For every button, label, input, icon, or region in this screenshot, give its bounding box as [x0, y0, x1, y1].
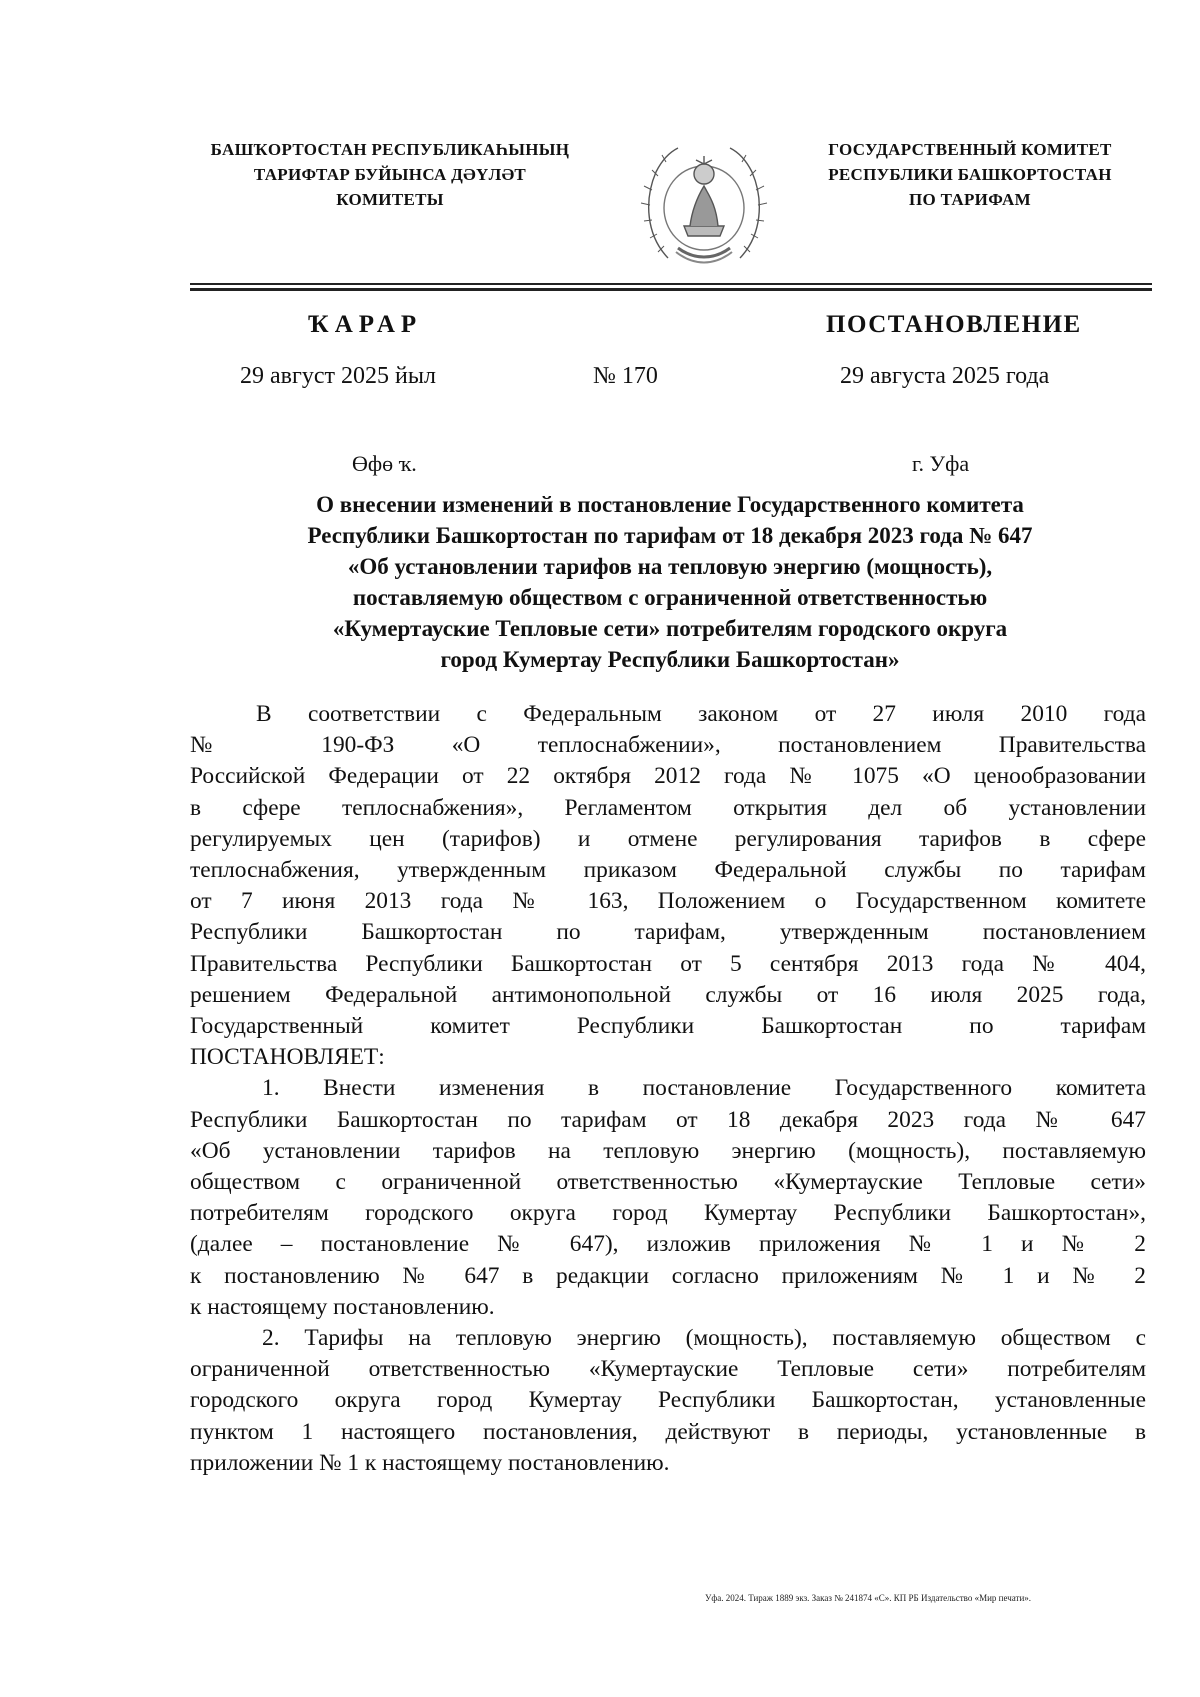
document-title-line: город Кумертау Республики Башкортостан» [440, 647, 900, 672]
header-left-line-3: КОМИТЕТЫ [336, 190, 444, 209]
body-line: ограниченной ответственностью «Кумертауские Тепловые сети» потребителям [190, 1356, 1146, 1383]
header-left-line-1: БАШҠОРТОСТАН РЕСПУБЛИКАҺЫНЫҢ [210, 140, 570, 159]
body-line: «Об установлении тарифов на тепловую энергию (мощность), поставляемую [190, 1137, 1146, 1164]
decree-title-bashkir: ҠАРАР [308, 311, 423, 338]
clause-2-paragraph [190, 1323, 1146, 1479]
body-line: Республики Башкортостан по тарифам от 18 декабря 2023 года № 647 [190, 1106, 1146, 1133]
body-line: пунктом 1 настоящего постановления, действуют в периоды, установленные в [190, 1418, 1146, 1445]
body-line: регулируемых цен (тарифов) и отмене регулирования тарифов в сфере [190, 825, 1146, 852]
print-imprint: Уфа. 2024. Тираж 1889 экз. Заказ № 241874 «С». КП РБ Издательство «Мир печати». [705, 1593, 1032, 1603]
header-right-line-3: ПО ТАРИФАМ [909, 190, 1031, 209]
document-title-line: О внесении изменений в постановление Государственного комитета [316, 492, 1024, 517]
body-line: 1. Внести изменения в постановление Государственного комитета [262, 1075, 1146, 1102]
body-line: городского округа город Кумертау Республики Башкортостан, установленные [190, 1387, 1146, 1414]
body-line: теплоснабжения, утвержденным приказом Федеральной службы по тарифам [190, 857, 1146, 884]
decree-date-russian: 29 августа 2025 года [840, 363, 1050, 389]
document-title-line: «Об установлении тарифов на тепловую энергию (мощность), [347, 554, 993, 579]
document-title [190, 489, 1150, 675]
decree-title-russian: ПОСТАНОВЛЕНИЕ [826, 311, 1082, 338]
decree-date-bashkir: 29 август 2025 йыл [240, 363, 436, 389]
document-body [190, 699, 1146, 1479]
header-right-russian [790, 137, 1150, 212]
decree-number: № 170 [593, 363, 658, 389]
body-line: приложении № 1 к настоящему постановлению. [190, 1449, 670, 1476]
body-line: обществом с ограниченной ответственностью «Кумертауские Тепловые сети» [190, 1169, 1146, 1196]
document-title-line: поставляемую обществом с ограниченной ответственностью [352, 585, 988, 610]
document-title-line: Республики Башкортостан по тарифам от 18 декабря 2023 года № 647 [307, 523, 1033, 548]
city-russian: г. Уфа [912, 451, 970, 476]
body-line: к настоящему постановлению. [190, 1293, 495, 1320]
body-line: в сфере теплоснабжения», Регламентом открытия дел об установлении [190, 794, 1146, 821]
city-bashkir: Өфө ҡ. [352, 451, 417, 476]
bashkortostan-coat-of-arms-icon [638, 130, 770, 278]
document-title-line: «Кумертауские Тепловые сети» потребителям городского округа [332, 616, 1008, 641]
header-right-line-1: ГОСУДАРСТВЕННЫЙ КОМИТЕТ [828, 140, 1112, 159]
body-line: 2. Тарифы на тепловую энергию (мощность), поставляемую обществом с [262, 1325, 1146, 1352]
body-line: Правительства Республики Башкортостан от 5 сентября 2013 года № 404, [190, 950, 1146, 977]
header-divider-thin [190, 283, 1152, 285]
header-left-bashkir [180, 137, 600, 212]
header-left-line-2: ТАРИФТАР БУЙЫНСА ДӘҮЛӘТ [253, 165, 527, 184]
clause-1-paragraph [190, 1073, 1146, 1323]
body-line: № 190-ФЗ «О теплоснабжении», постановлением Правительства [190, 732, 1146, 759]
body-line: от 7 июня 2013 года № 163, Положением о Государственном комитете [190, 888, 1146, 915]
body-line: Республики Башкортостан по тарифам, утвержденным постановлением [190, 919, 1146, 946]
header-right-line-2: РЕСПУБЛИКИ БАШКОРТОСТАН [828, 165, 1112, 184]
body-line: решением Федеральной антимонопольной службы от 16 июля 2025 года, [190, 981, 1146, 1008]
body-line: (далее – постановление № 647), изложив приложения № 1 и № 2 [190, 1231, 1146, 1258]
header-divider-thick [190, 288, 1152, 291]
body-line: к постановлению № 647 в редакции согласно приложениям № 1 и № 2 [190, 1262, 1146, 1289]
body-line: Российской Федерации от 22 октября 2012 года № 1075 «О ценообразовании [190, 763, 1146, 790]
body-line: Государственный комитет Республики Башкортостан по тарифам [190, 1013, 1146, 1040]
body-line: В соответствии с Федеральным законом от 27 июля 2010 года [256, 701, 1146, 727]
body-line: ПОСТАНОВЛЯЕТ: [190, 1044, 385, 1071]
body-line: потребителям городского округа город Кумертау Республики Башкортостан», [190, 1200, 1146, 1227]
preamble-paragraph [190, 699, 1146, 1073]
